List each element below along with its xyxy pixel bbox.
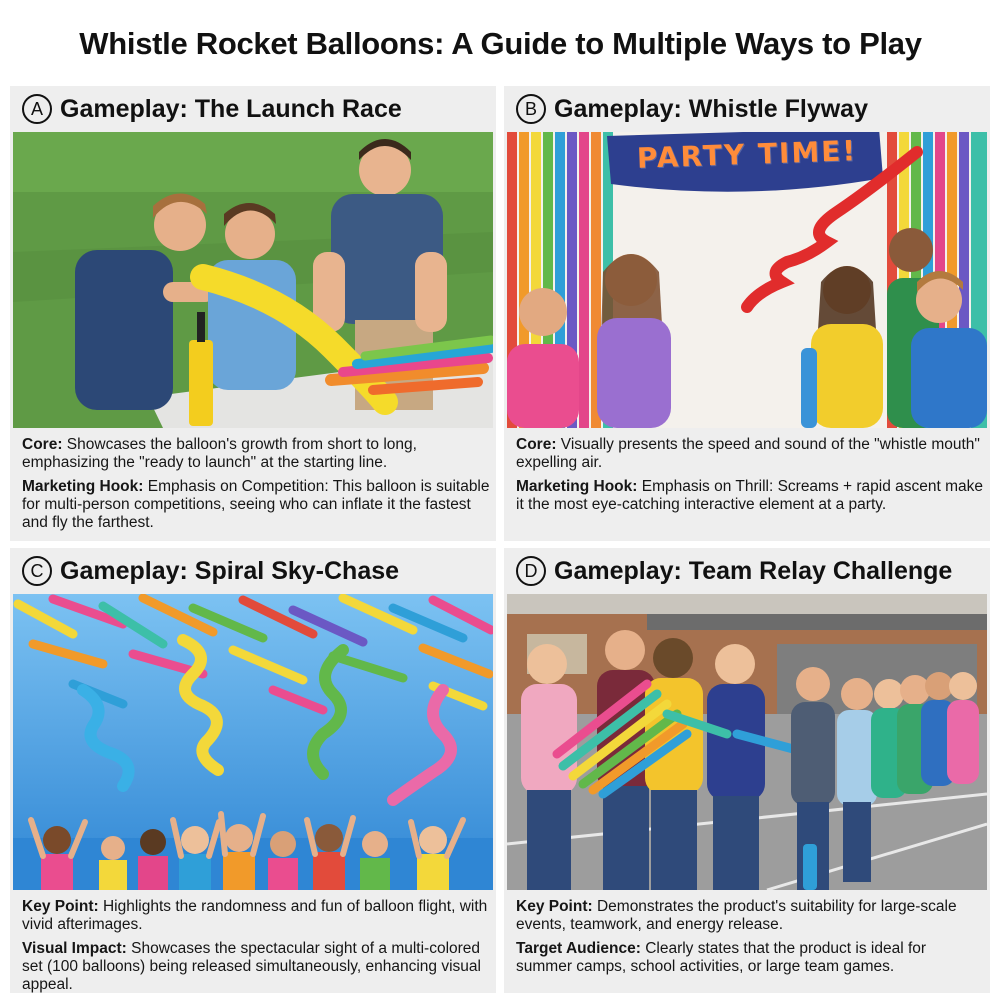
panel-letter-badge: A [22, 94, 52, 124]
panel-heading-text: Gameplay: The Launch Race [60, 94, 402, 123]
key-point-text: Highlights the randomness and fun of balloon flight, with vivid afterimages. [22, 898, 488, 933]
key-point-label: Key Point: [22, 898, 99, 915]
panel-spiral-sky-chase [10, 548, 496, 993]
panel-heading [10, 86, 496, 132]
launch-race-photo [13, 132, 493, 428]
panel-letter-badge: C [22, 556, 52, 586]
whistle-flyway-photo [507, 132, 987, 428]
panel-heading [10, 548, 496, 594]
core-paragraph [22, 436, 490, 472]
core-text: Showcases the balloon's growth from short to long, emphasizing the "ready to launch" at the starting line. [22, 436, 417, 471]
visual-impact-text: Showcases the spectacular sight of a multi-colored set (100 balloons) being released simultaneously, enhancing visual appeal. [22, 940, 481, 993]
team-relay-photo [507, 594, 987, 890]
core-text: Visually presents the speed and sound of the "whistle mouth" expelling air. [516, 436, 980, 471]
core-label: Core: [516, 436, 557, 453]
visual-impact-paragraph [22, 940, 490, 994]
marketing-hook-paragraph [516, 478, 984, 514]
target-audience-text: Clearly states that the product is ideal for summer camps, school activities, or large team games. [516, 940, 927, 975]
key-point-paragraph [22, 898, 490, 934]
panel-launch-race [10, 86, 496, 541]
spiral-sky-chase-photo [13, 594, 493, 890]
target-audience-paragraph [516, 940, 984, 976]
key-point-text: Demonstrates the product's suitability for large-scale events, teamwork, and energy release. [516, 898, 957, 933]
marketing-hook-text: Emphasis on Competition: This balloon is suitable for multi-person competitions, seeing who can inflate it the fastest and fly the farthest. [22, 478, 490, 531]
panel-heading-text: Gameplay: Whistle Flyway [554, 94, 868, 123]
target-audience-label: Target Audience: [516, 940, 641, 957]
visual-impact-label: Visual Impact: [22, 940, 127, 957]
panel-heading-text: Gameplay: Spiral Sky-Chase [60, 556, 400, 585]
marketing-hook-text: Emphasis on Thrill: Screams + rapid ascent make it the most eye-catching interactive element at a party. [516, 478, 984, 513]
marketing-hook-label: Marketing Hook: [22, 478, 144, 495]
marketing-hook-paragraph [22, 478, 490, 532]
marketing-hook-label: Marketing Hook: [516, 478, 638, 495]
panel-letter-badge: B [516, 94, 546, 124]
key-point-label: Key Point: [516, 898, 593, 915]
panel-team-relay-challenge [504, 548, 990, 993]
panel-description [22, 898, 490, 1000]
panel-whistle-flyway [504, 86, 990, 541]
panel-letter-badge: D [516, 556, 546, 586]
key-point-paragraph [516, 898, 984, 934]
core-paragraph [516, 436, 984, 472]
core-label: Core: [22, 436, 63, 453]
panel-heading [504, 86, 990, 132]
page-title: Whistle Rocket Balloons: A Guide to Multiple Ways to Play [79, 26, 922, 61]
party-time-banner: PARTY TIME! [636, 134, 858, 175]
panel-heading-text: Gameplay: Team Relay Challenge [554, 556, 953, 585]
panel-heading [504, 548, 990, 594]
panel-description [516, 898, 984, 982]
panel-description [516, 436, 984, 520]
panel-description [22, 436, 490, 538]
